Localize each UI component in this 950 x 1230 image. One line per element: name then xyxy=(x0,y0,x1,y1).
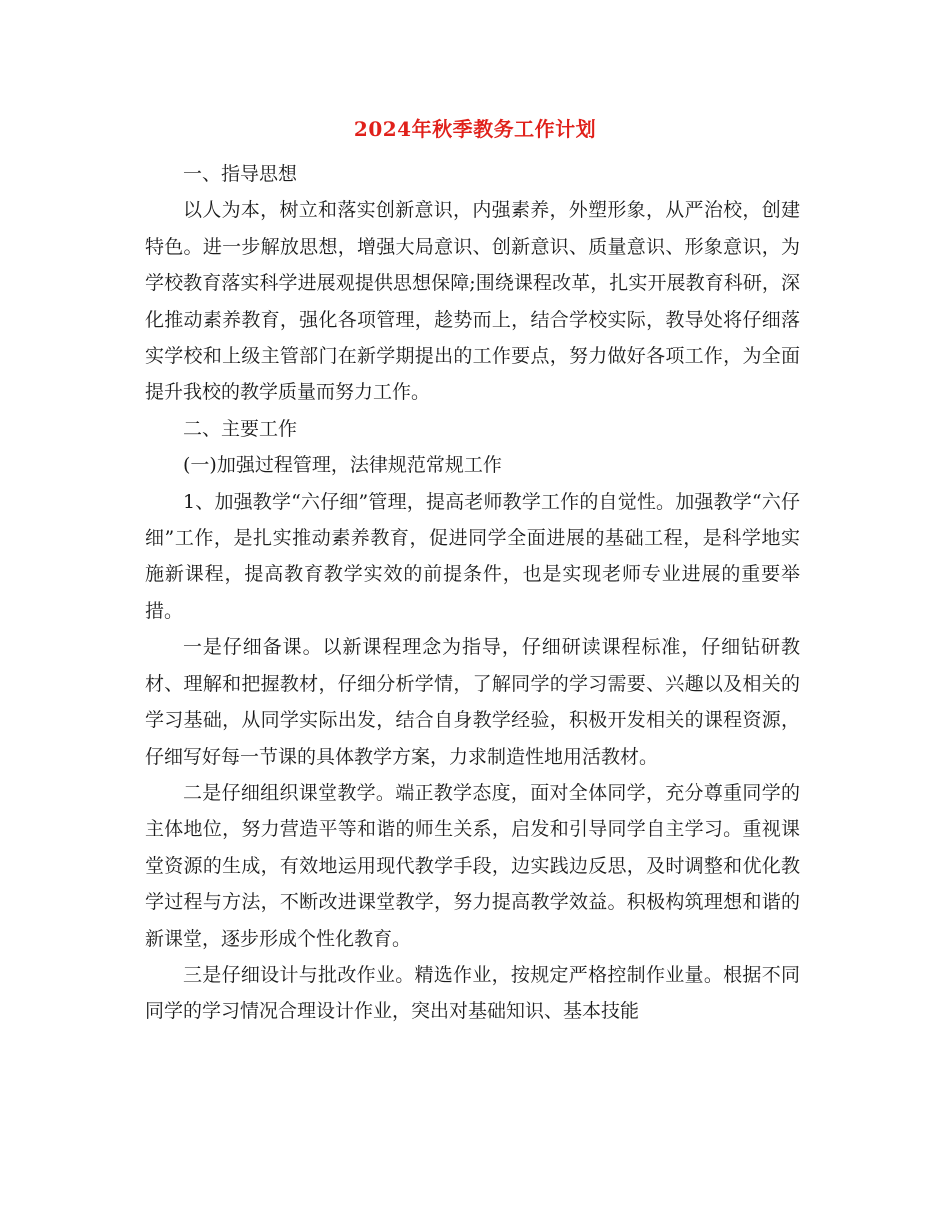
heading-guiding-thought: 一、指导思想 xyxy=(183,163,298,185)
document-title: 2024年秋季教务工作计划 xyxy=(353,117,597,141)
paragraph-homework: 三是仔细设计与批改作业。精选作业，按规定严格控制作业量。根据不同同学的学习情况合理设计作业，突出对基础知识、基本技能 xyxy=(145,963,800,1023)
heading-main-work: 二、主要工作 xyxy=(183,417,298,440)
paragraph-six-carefulness: 1、加强教学“六仔细”管理，提高老师教学工作的自觉性。加强教学“六仔细”工作，是扎实推动素养教育，促进同学全面进展的基础工程，是科学地实施新课程，提高教育教学实效的前提条件，也是实现老师专业进展的重要举措。 xyxy=(145,490,800,622)
subheading-process-management: (一)加强过程管理，法律规范常规工作 xyxy=(183,454,502,477)
paragraph-lesson-preparation: 一是仔细备课。以新课程理念为指导，仔细研读课程标准，仔细钻研教材、理解和把握教材，仔细分析学情，了解同学的学习需要、兴趣以及相关的学习基础，从同学实际出发，结合自身教学经验，积极开发相关的课程资源，仔细写好每一节课的具体教学方案，力求制造性地用活教材。 xyxy=(145,636,800,768)
paragraph-guiding-thought: 以人为本，树立和落实创新意识，内强素养，外塑形象，从严治校，创建特色。进一步解放思想，增强大局意识、创新意识、质量意识、形象意识，为学校教育落实科学进展观提供思想保障;围绕课程改革，扎实开展教育科研，深化推动素养教育，强化各项管理，趁势而上，结合学校实际，教导处将仔细落实学校和上级主管部门在新学期提出的工作要点，努力做好各项工作，为全面提升我校的教学质量而努力工作。 xyxy=(145,199,800,404)
document-body xyxy=(145,156,800,1030)
paragraph-classroom-teaching: 二是仔细组织课堂教学。端正教学态度，面对全体同学，充分尊重同学的主体地位，努力营造平等和谐的师生关系，启发和引导同学自主学习。重视课堂资源的生成，有效地运用现代教学手段，边实践边反思，及时调整和优化教学过程与方法，不断改进课堂教学，努力提高教学效益。积极构筑理想和谐的新课堂，逐步形成个性化教育。 xyxy=(145,781,800,950)
